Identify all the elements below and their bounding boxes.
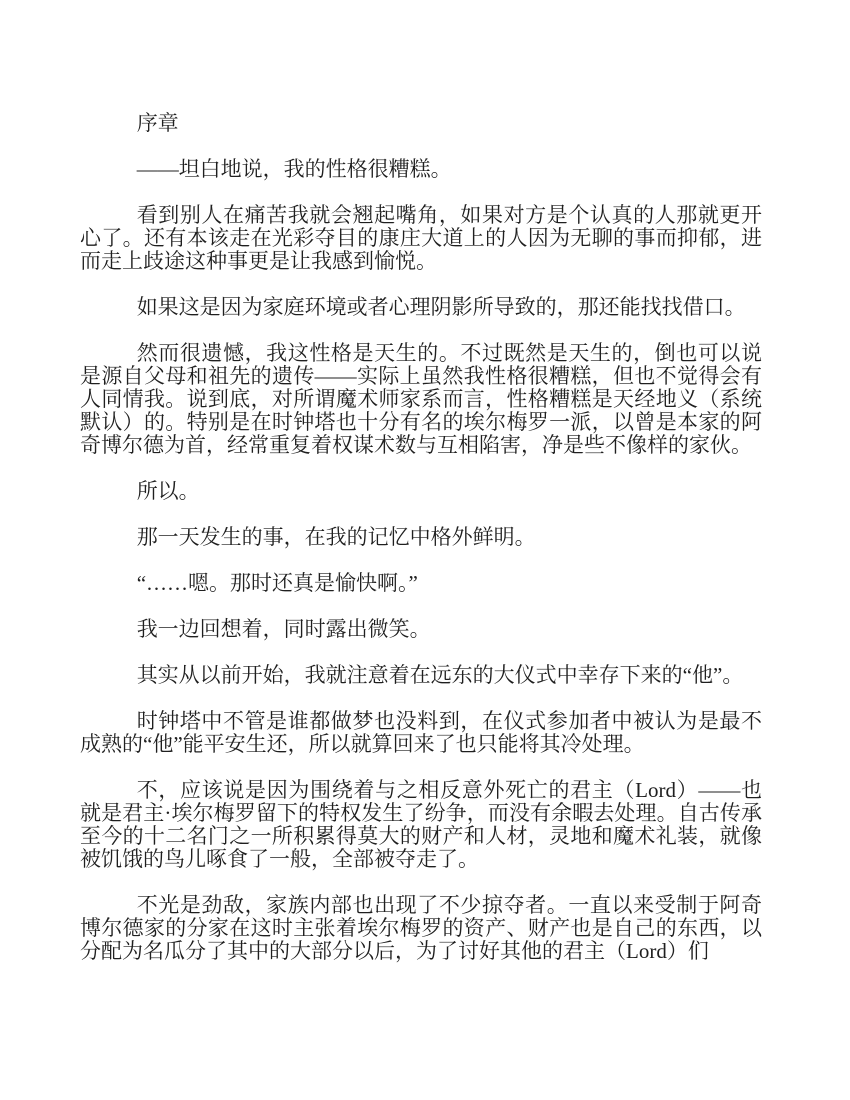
paragraph: 如果这是因为家庭环境或者心理阴影所导致的，那还能找找借口。: [136, 295, 746, 319]
paragraph: 然而很遗憾，我这性格是天生的。不过既然是天生的，倒也可以说是源自父母和祖先的遗传——实际上虽然我性格很糟糕，但也不觉得会有人同情我。说到底，对所谓魔术师家系而言，性格糟糕是天经地义（系统默认）的。特别是在时钟塔也十分有名的埃尔梅罗一派，以曾是本家的阿奇博尔德为首，经常重复着权谋术数与互相陷害，净是些不像样的家伙。: [80, 341, 762, 457]
paragraph: 不，应该说是因为围绕着与之相反意外死亡的君主（Lord）——也就是君主·埃尔梅罗留下的特权发生了纷争，而没有余暇去处理。自古传承至今的十二名门之一所积累得莫大的财产和人材，灵地和魔术礼装，就像被饥饿的鸟儿啄食了一般，全部被夺走了。: [80, 778, 762, 871]
paragraph: 时钟塔中不管是谁都做梦也没料到，在仪式参加者中被认为是最不成熟的“他”能平安生还，所以就算回来了也只能将其冷处理。: [80, 709, 762, 756]
paragraph: 其实从以前开始，我就注意着在远东的大仪式中幸存下来的“他”。: [136, 663, 744, 687]
paragraph: 那一天发生的事，在我的记忆中格外鲜明。: [136, 525, 536, 549]
paragraph: ——坦白地说，我的性格很糟糕。: [136, 157, 452, 181]
paragraph: “……嗯。那时还真是愉快啊。”: [136, 571, 418, 595]
paragraph: 我一边回想着，同时露出微笑。: [136, 617, 431, 641]
paragraph: 不光是劲敌，家族内部也出现了不少掠夺者。一直以来受制于阿奇博尔德家的分家在这时主张着埃尔梅罗的资产、财产也是自己的东西，以分配为名瓜分了其中的大部分以后，为了讨好其他的君主（Lord）们: [80, 893, 762, 963]
paragraph: 看到别人在痛苦我就会翘起嘴角，如果对方是个认真的人那就更开心了。还有本该走在光彩夺目的康庄大道上的人因为无聊的事而抑郁，进而走上歧途这种事更是让我感到愉悦。: [80, 203, 762, 273]
paragraph: 所以。: [136, 479, 200, 503]
chapter-heading: 序章: [136, 111, 179, 135]
